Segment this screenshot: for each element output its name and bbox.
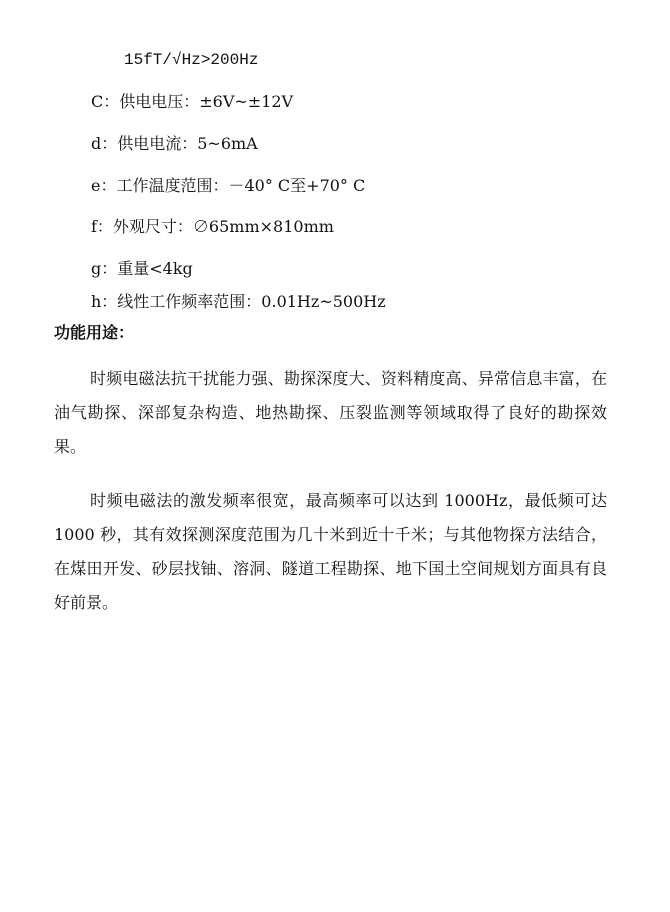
- paragraph-2: [54, 484, 607, 620]
- spec-dimensions: f：外观尺寸：∅65mm×810mm: [91, 217, 334, 236]
- spec-supply-voltage: C：供电电压：±6V~±12V: [91, 92, 294, 111]
- paragraph-1-text: 时频电磁法抗干扰能力强、勘探深度大、资料精度高、异常信息丰富，在油气勘探、深部复杂构造、地热勘探、压裂监测等领域取得了良好的勘探效果。: [54, 369, 607, 456]
- spec-weight: g：重量<4kg: [91, 259, 193, 278]
- spec-frequency-range: h：线性工作频率范围：0.01Hz~500Hz: [91, 292, 386, 311]
- paragraph-1: [54, 362, 607, 464]
- spec-supply-current: d：供电电流：5~6mA: [91, 134, 258, 153]
- paragraph-2-text: 时频电磁法的激发频率很宽，最高频率可以达到 1000Hz，最低频可达 1000 秒，其有效探测深度范围为几十米到近十千米；与其他物探方法结合，在煤田开发、砂层找铀、溶洞、隧道工程勘探、地下国土空间规划方面具有良好前景。: [54, 491, 607, 612]
- section-heading: 功能用途：: [54, 323, 135, 342]
- spec-operating-temperature: e：工作温度范围：－40° C至+70° C: [91, 176, 366, 195]
- spec-sensitivity-line: 15fT/√Hz>200Hz: [124, 51, 259, 69]
